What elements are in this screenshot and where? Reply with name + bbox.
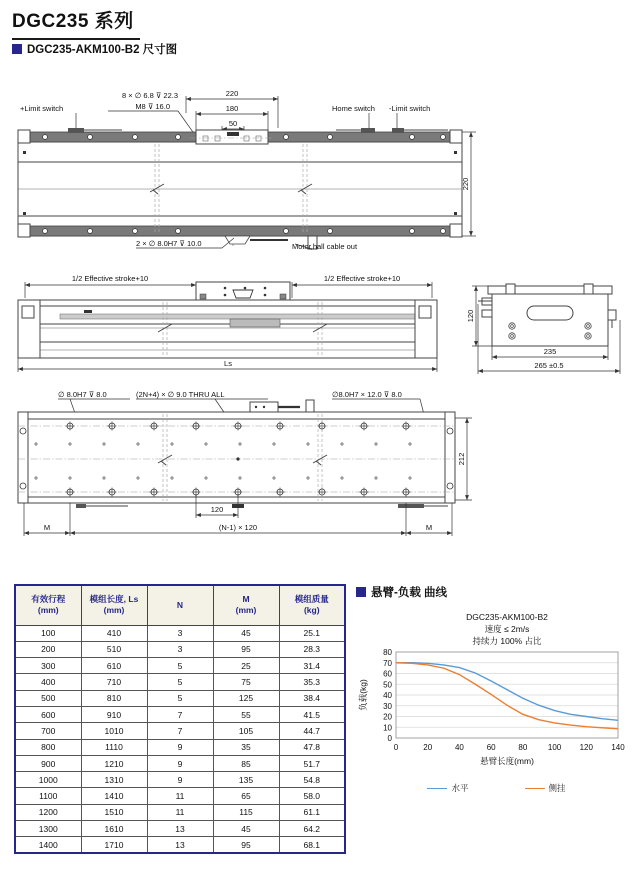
table-row: 900 1210 9 85 51.7 — [15, 755, 345, 771]
bottom-note-mid: (2N+4) × ∅ 9.0 THRU ALL — [136, 390, 225, 399]
y-tick-label: 0 — [387, 734, 392, 743]
x-tick-label: 140 — [611, 743, 625, 752]
load-curve-section — [356, 584, 637, 794]
x-tick-label: 20 — [423, 743, 433, 752]
dim-m-right: M — [425, 523, 433, 532]
dim-50: 50 — [228, 119, 238, 128]
spec-table-body — [15, 625, 345, 853]
dim-265: 265 ±0.5 — [534, 361, 564, 370]
dim-120-bottom: 120 — [210, 505, 224, 514]
y-axis-label: 负载(kg) — [358, 679, 368, 711]
dim-m-left: M — [43, 523, 51, 532]
page-title: DGC235 系列 — [12, 6, 140, 40]
drawing-subtitle: DGC235-AKM100-B2 尺寸图 — [27, 44, 178, 56]
table-row: 500 810 5 125 38.4 — [15, 690, 345, 706]
stroke-dim-left: 1/2 Effective stroke+10 — [71, 274, 149, 283]
section-bullet-icon — [12, 44, 22, 54]
hole-note-line2: M8 ⊽ 16.0 — [135, 102, 170, 111]
x-axis-label: 悬臂长度(mm) — [480, 756, 534, 766]
pin-note: 2 × ∅ 8.0H7 ⊽ 10.0 — [136, 239, 202, 248]
dim-ls: Ls — [224, 359, 232, 368]
series-line-水平 — [396, 663, 618, 721]
x-tick-label: 120 — [579, 743, 593, 752]
dim-n1-120: (N-1) × 120 — [218, 523, 258, 532]
y-tick-label: 50 — [383, 680, 392, 690]
spec-table-column-header: 模组长度, Ls (mm) — [81, 585, 147, 625]
x-tick-label: 0 — [393, 743, 399, 752]
table-row: 1400 1710 13 95 68.1 — [15, 837, 345, 853]
load-curve-chart — [356, 608, 637, 776]
legend-line-icon — [427, 788, 447, 789]
table-row: 200 510 3 95 28.3 — [15, 641, 345, 657]
side-view-drawing — [0, 268, 637, 384]
table-row: 1000 1310 9 135 54.8 — [15, 772, 345, 788]
dim-235: 235 — [543, 347, 557, 356]
table-row: 600 910 7 55 41.5 — [15, 706, 345, 722]
chart-section-head — [356, 584, 637, 600]
subtitle-section-head — [12, 41, 177, 57]
cable-note: Motor,hall cable out — [292, 242, 358, 251]
dim-220-side: 220 — [461, 177, 470, 191]
y-tick-label: 80 — [383, 648, 392, 657]
table-row: 100 410 3 45 25.1 — [15, 625, 345, 641]
spec-table-column-header: N — [147, 585, 213, 625]
legend-item-水平: 水平 — [427, 782, 468, 794]
stroke-dim-right: 1/2 Effective stroke+10 — [323, 274, 401, 283]
y-tick-label: 70 — [383, 658, 392, 668]
bottom-note-left: ∅ 8.0H7 ⊽ 8.0 — [58, 390, 107, 399]
top-view-drawing — [0, 86, 637, 266]
chart-legend — [356, 782, 637, 794]
minus-limit-switch-label: -Limit switch — [389, 104, 431, 113]
chart-subtitle-duty: 持续力 100% 占比 — [472, 636, 542, 646]
y-tick-label: 10 — [383, 723, 392, 733]
spec-table-header-row — [15, 585, 345, 625]
dim-180: 180 — [225, 104, 239, 113]
x-tick-label: 60 — [486, 743, 496, 752]
chart-title: DGC235-AKM100-B2 — [466, 612, 548, 622]
chart-subtitle-speed: 速度 ≤ 2m/s — [484, 624, 530, 634]
chart-section-title: 悬臂-负载 曲线 — [371, 587, 448, 599]
spec-table-column-header: 模组质量 (kg) — [279, 585, 345, 625]
legend-line-icon — [525, 788, 545, 789]
table-row: 700 1010 7 105 44.7 — [15, 723, 345, 739]
table-row: 300 610 5 25 31.4 — [15, 658, 345, 674]
bottom-view-drawing — [0, 386, 637, 552]
dim-212: 212 — [457, 452, 466, 466]
legend-item-侧挂: 侧挂 — [525, 782, 566, 794]
y-tick-label: 30 — [383, 701, 392, 711]
table-row: 1200 1510 11 115 61.1 — [15, 804, 345, 820]
table-row: 400 710 5 75 35.3 — [15, 674, 345, 690]
y-tick-label: 40 — [383, 691, 392, 700]
y-tick-label: 60 — [383, 669, 392, 679]
plus-limit-switch-label: +Limit switch — [20, 104, 64, 113]
x-tick-label: 80 — [518, 743, 528, 752]
spec-table — [14, 584, 346, 854]
table-row: 1300 1610 13 45 64.2 — [15, 821, 345, 837]
dim-220-top: 220 — [225, 89, 239, 98]
x-tick-label: 100 — [547, 743, 562, 752]
y-tick-label: 20 — [383, 712, 392, 722]
hole-note-line1: 8 × ∅ 6.8 ⊽ 22.3 — [121, 91, 178, 100]
spec-table-column-header: 有效行程 (mm) — [15, 585, 81, 625]
dim-120-end: 120 — [466, 309, 475, 323]
table-row: 1100 1410 11 65 58.0 — [15, 788, 345, 804]
table-row: 800 1110 9 35 47.8 — [15, 739, 345, 755]
series-line-侧挂 — [396, 663, 618, 729]
spec-table-wrap — [14, 584, 346, 854]
x-tick-label: 40 — [454, 743, 464, 752]
home-switch-label: Home switch — [332, 104, 375, 113]
chart-section-bullet-icon — [356, 587, 366, 597]
spec-table-column-header: M (mm) — [213, 585, 279, 625]
bottom-note-right: ∅8.0H7 × 12.0 ⊽ 8.0 — [332, 390, 402, 399]
